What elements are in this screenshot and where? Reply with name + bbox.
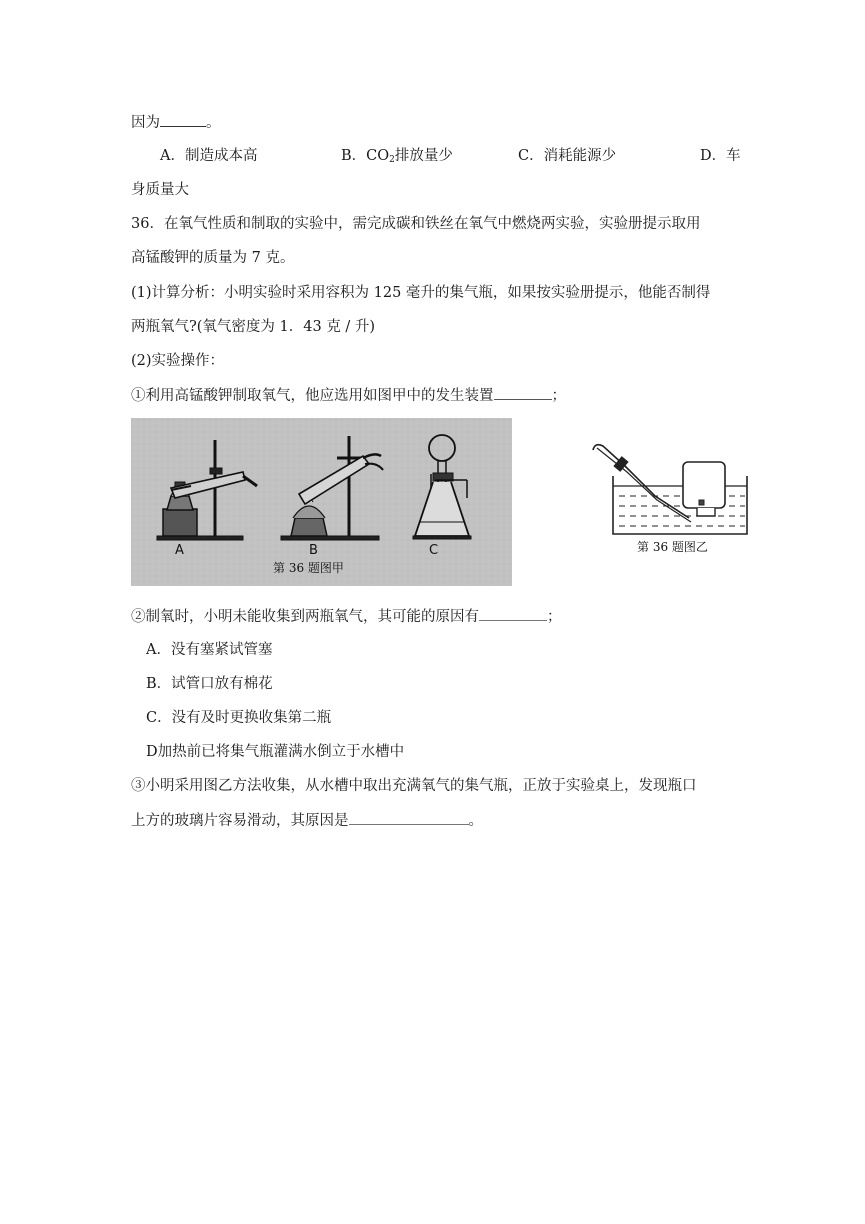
text-line: 身质量大: [131, 182, 189, 198]
answer-blank[interactable]: [349, 810, 469, 825]
step3-line2: [131, 810, 483, 831]
answer-blank[interactable]: [479, 606, 547, 621]
step3-text: 上方的玻璃片容易滑动，其原因是: [131, 813, 349, 829]
step2-option-a: A．没有塞紧试管塞: [146, 642, 273, 658]
figure-jia: [131, 418, 512, 586]
part1-line2: 两瓶氧气?(氧气密度为 1．43 克 / 升): [131, 319, 376, 335]
figure-label-c: C: [429, 543, 439, 558]
step1-text: ①利用高锰酸钾制取氧气，他应选用如图甲中的发生装置: [131, 388, 494, 404]
step3-line1: ③小明采用图乙方法收集，从水槽中取出充满氧气的集气瓶，正放于实验桌上，发现瓶口: [131, 778, 697, 794]
option-c: C．消耗能源少: [518, 148, 617, 164]
part2-heading: (2)实验操作：: [131, 353, 225, 369]
punct: ；: [547, 609, 562, 625]
figure-caption-yi: 第 36 题图乙: [637, 540, 708, 554]
step2-option-d: D加热前已将集气瓶灌满水倒立于水槽中: [146, 744, 405, 760]
subscript: 2: [389, 155, 395, 165]
figure-label-a: A: [175, 543, 184, 558]
figure-label-b: B: [309, 543, 318, 558]
option-b-post: 排放量少: [394, 148, 453, 164]
step2-option-b: B．试管口放有棉花: [146, 676, 273, 692]
step1-line: [131, 385, 566, 406]
part1-line1: (1)计算分析：小明实验时采用容积为 125 毫升的集气瓶，如果按实验册提示，他能否制得: [131, 285, 711, 301]
step2-line: [131, 606, 562, 627]
question-36-line1: 36．在氧气性质和制取的实验中，需完成碳和铁丝在氧气中燃烧两实验，实验册提示取用: [131, 216, 701, 232]
option-b-pre: B．CO: [341, 148, 390, 164]
option-d: D．车: [700, 148, 741, 164]
punct: 。: [206, 115, 221, 131]
option-a: A．制造成本高: [160, 148, 258, 164]
figure-caption-jia: 第 36 题图甲: [273, 561, 344, 575]
line-text: 因为: [131, 115, 160, 131]
figure-yi: [585, 438, 755, 556]
punct: 。: [468, 813, 483, 829]
text-line: [131, 112, 221, 133]
step2-option-c: C．没有及时更换收集第二瓶: [146, 710, 332, 726]
punct: ；: [551, 388, 566, 404]
answer-blank[interactable]: [160, 112, 206, 127]
step2-text: ②制氧时，小明未能收集到两瓶氧气，其可能的原因有: [131, 609, 479, 625]
option-b: [341, 146, 453, 170]
answer-blank[interactable]: [494, 385, 552, 400]
question-36-line2: 高锰酸钾的质量为 7 克。: [131, 250, 295, 266]
water-trough-apparatus: [593, 445, 747, 534]
